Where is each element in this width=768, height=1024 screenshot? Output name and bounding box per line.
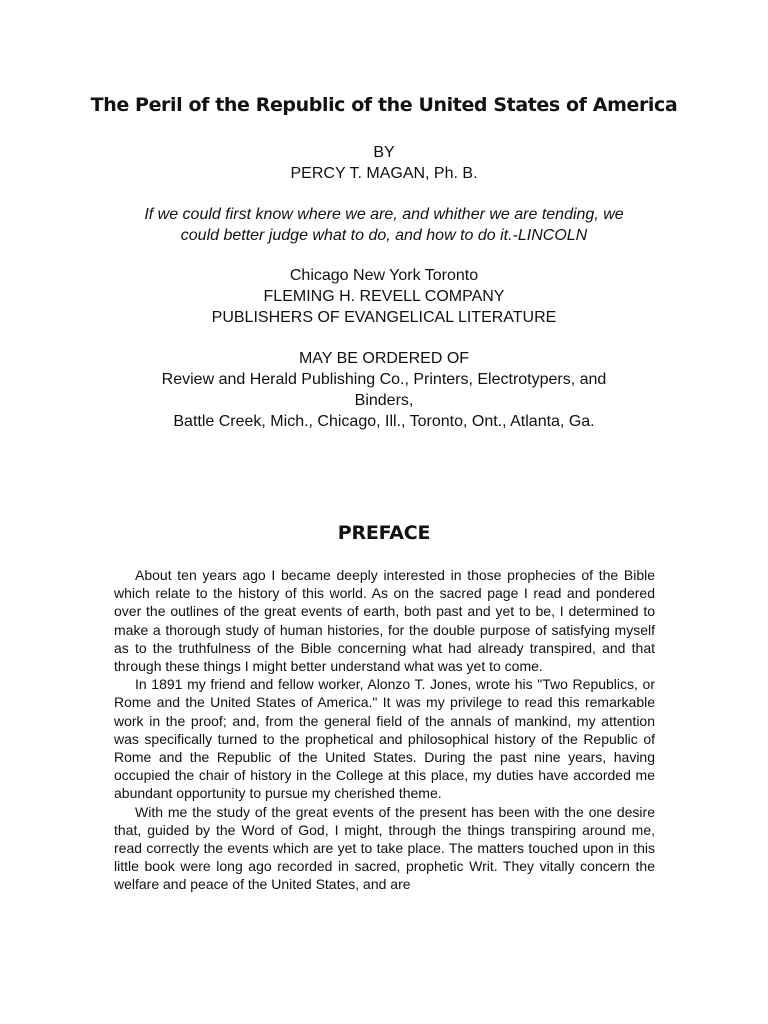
epigraph bbox=[110, 204, 658, 246]
epigraph-line: could better judge what to do, and how to do it.-LINCOLN bbox=[180, 227, 588, 244]
publisher-description: PUBLISHERS OF EVANGELICAL LITERATURE bbox=[211, 309, 557, 326]
publisher-cities: Chicago New York Toronto bbox=[289, 267, 479, 284]
publisher-info bbox=[110, 265, 658, 328]
preface-paragraph: About ten years ago I became deeply interested in those prophecies of the Bible which relate to the history of this world. As on the sacred page I read and pondered over the outlines of the great events of earth, both past and yet to be, I determined to make a thorough study of human histories, for the double purpose of satisfying myself as to the truthfulness of the Bible concerning what had already transpired, and that through these things I might better understand what was yet to come. bbox=[114, 567, 655, 675]
epigraph-line: If we could first know where we are, and whither we are tending, we bbox=[144, 206, 624, 223]
byline bbox=[110, 142, 658, 184]
ordering-line: Battle Creek, Mich., Chicago, Ill., Toronto, Ont., Atlanta, Ga. bbox=[173, 413, 595, 430]
by-label: BY bbox=[373, 144, 395, 161]
ordering-line: Binders, bbox=[354, 392, 414, 409]
document-title: The Peril of the Republic of the United States of America bbox=[90, 94, 678, 116]
ordering-line: Review and Herald Publishing Co., Printers, Electrotypers, and bbox=[161, 371, 607, 388]
author-name: PERCY T. MAGAN, Ph. B. bbox=[290, 165, 478, 182]
preface-paragraph: With me the study of the great events of the present has been with the one desire that, guided by the Word of God, I might, through the things transpiring around me, read correctly the events which are yet to take place. The matters touched upon in this little book were long ago recorded in sacred, prophetic Writ. They vitally concern the welfare and peace of the United States, and are bbox=[114, 803, 655, 893]
preface-body bbox=[114, 566, 655, 894]
preface-paragraph: In 1891 my friend and fellow worker, Alonzo T. Jones, wrote his "Two Republics, or Rome and the United States of America." It was my privilege to read this remarkable work in the proof; and, from the general field of the annals of mankind, my attention was specifically turned to the prophetical and philosophical history of the Republic of Rome and the Republic of the United States. During the past nine years, having occupied the chair of history in the College at this place, my duties have accorded me abundant opportunity to pursue my cherished theme. bbox=[114, 676, 655, 802]
ordering-heading: MAY BE ORDERED OF bbox=[298, 350, 470, 367]
ordering-info bbox=[110, 348, 658, 432]
publisher-company: FLEMING H. REVELL COMPANY bbox=[263, 288, 505, 305]
preface-heading: PREFACE bbox=[337, 522, 431, 544]
